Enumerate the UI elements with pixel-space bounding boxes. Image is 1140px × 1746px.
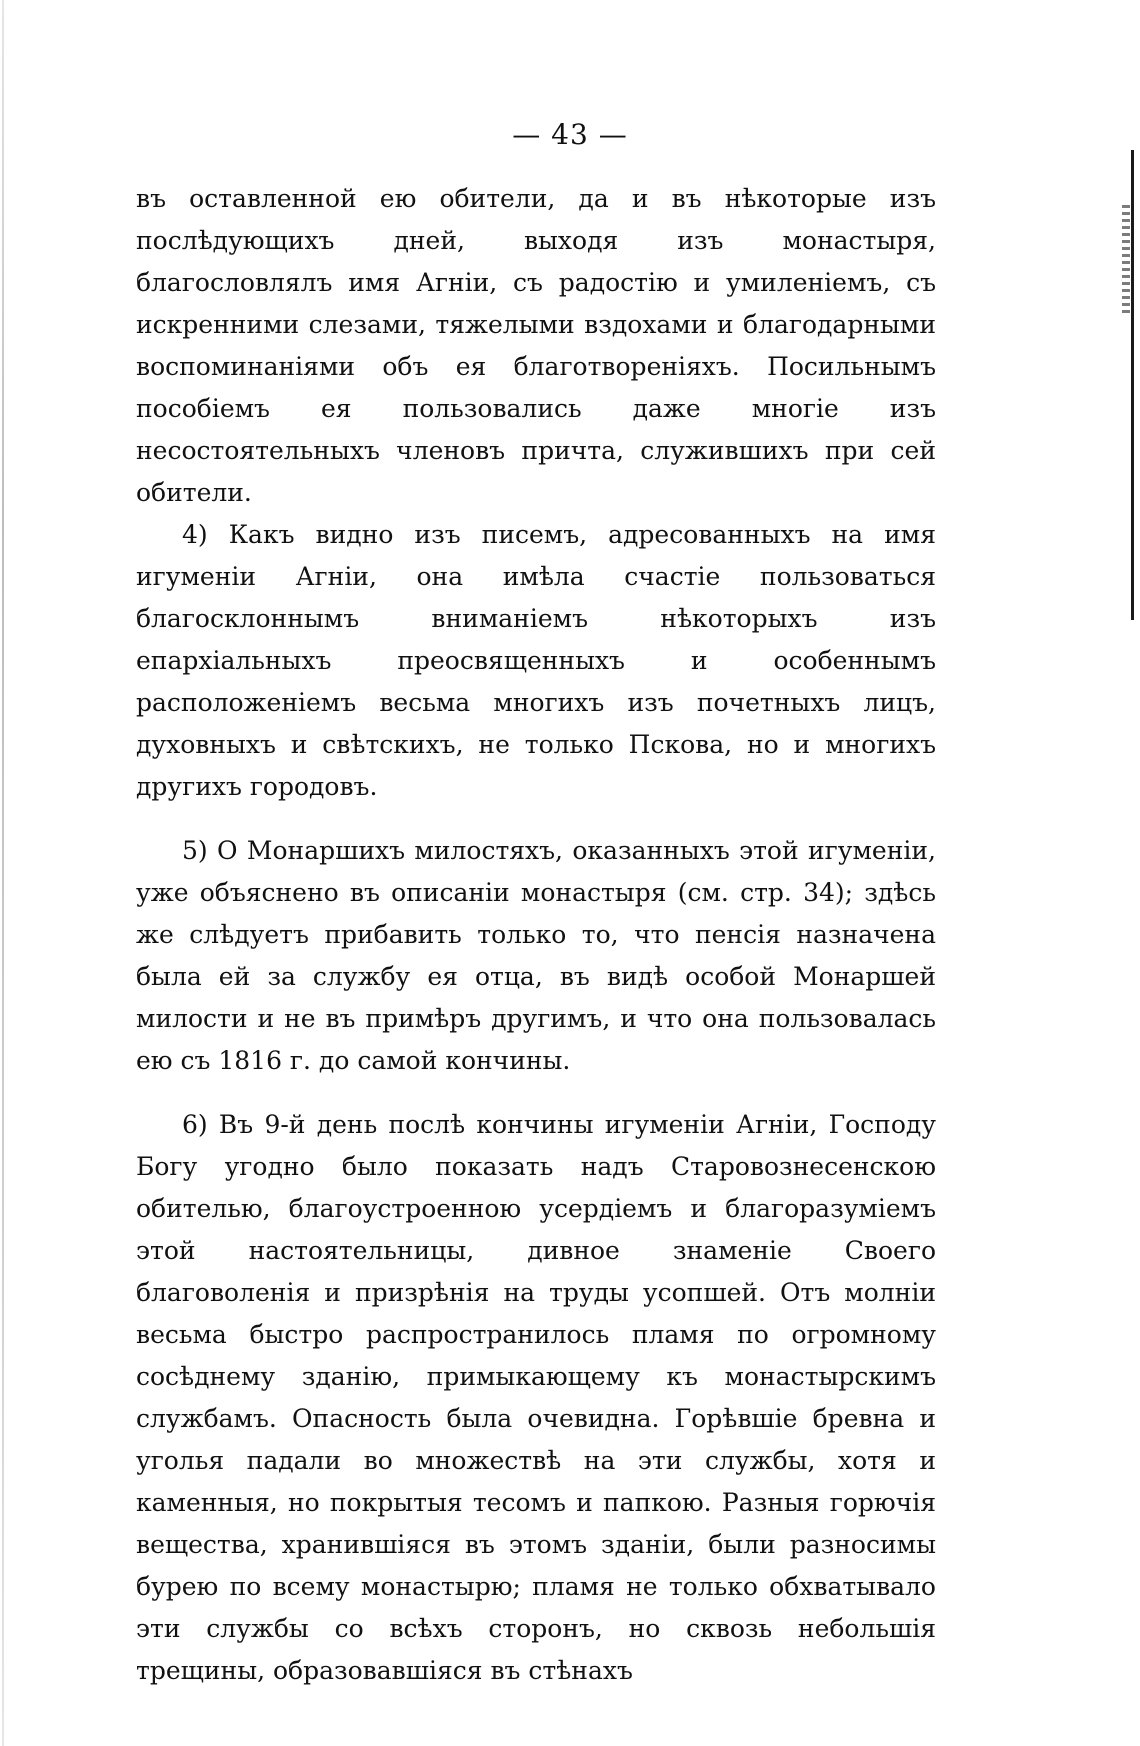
scan-edge-left	[2, 0, 4, 1746]
scan-edge-mark	[1122, 205, 1130, 315]
paragraph-continuation: въ оставленной ею обители, да и въ нѣкоторые изъ послѣдующихъ дней, выходя изъ монастыря, благословлялъ имя Агніи, съ радостію и умиленіемъ, съ искренними слезами, тяжелыми вздохами и благодарными воспоминаніями объ ея благотвореніяхъ. Посильнымъ пособіемъ ея пользовались даже многіе изъ несостоятельныхъ членовъ причта, служившихъ при сей обители.	[136, 184, 936, 507]
page-number: — 43 —	[512, 118, 628, 151]
paragraph-4: 4) Какъ видно изъ писемъ, адресованныхъ на имя игуменіи Агніи, она имѣла счастіе пользоваться благосклоннымъ вниманіемъ нѣкоторыхъ изъ епархіальныхъ преосвященныхъ и особеннымъ расположеніемъ весьма многихъ изъ почетныхъ лицъ, духовныхъ и свѣтскихъ, не только Пскова, но и многихъ другихъ городовъ.	[136, 520, 936, 801]
paragraph-5: 5) О Монаршихъ милостяхъ, оказанныхъ этой игуменіи, уже объяснено въ описаніи монастыря (см. стр. 34); здѣсь же слѣдуетъ прибавить только то, что пенсія назначена была ей за службу ея отца, въ видѣ особой Монаршей милости и не въ примѣръ другимъ, и что она пользовалась ею съ 1816 г. до самой кончины.	[136, 836, 936, 1075]
scan-edge-right	[1131, 150, 1134, 620]
page-body	[136, 178, 936, 1692]
paragraph-6: 6) Въ 9-й день послѣ кончины игуменіи Агніи, Господу Богу угодно было показать надъ Старовознесенскою обителью, благоустроенною усердіемъ и благоразуміемъ этой настоятельницы, дивное знаменіе Своего благоволенія и призрѣнія на труды усопшей. Отъ молніи весьма быстро распространилось пламя по огромному сосѣднему зданію, примыкающему къ монастырскимъ службамъ. Опасность была очевидна. Горѣвшіе бревна и уголья падали во множествѣ на эти службы, хотя и каменныя, но покрытыя тесомъ и папкою. Разныя горючія вещества, хранившіяся въ этомъ зданіи, были разносимы бурею по всему монастырю; пламя не только обхватывало эти службы со всѣхъ сторонъ, но сквозь небольшія трещины, образовавшіяся въ стѣнахъ	[136, 1110, 936, 1685]
